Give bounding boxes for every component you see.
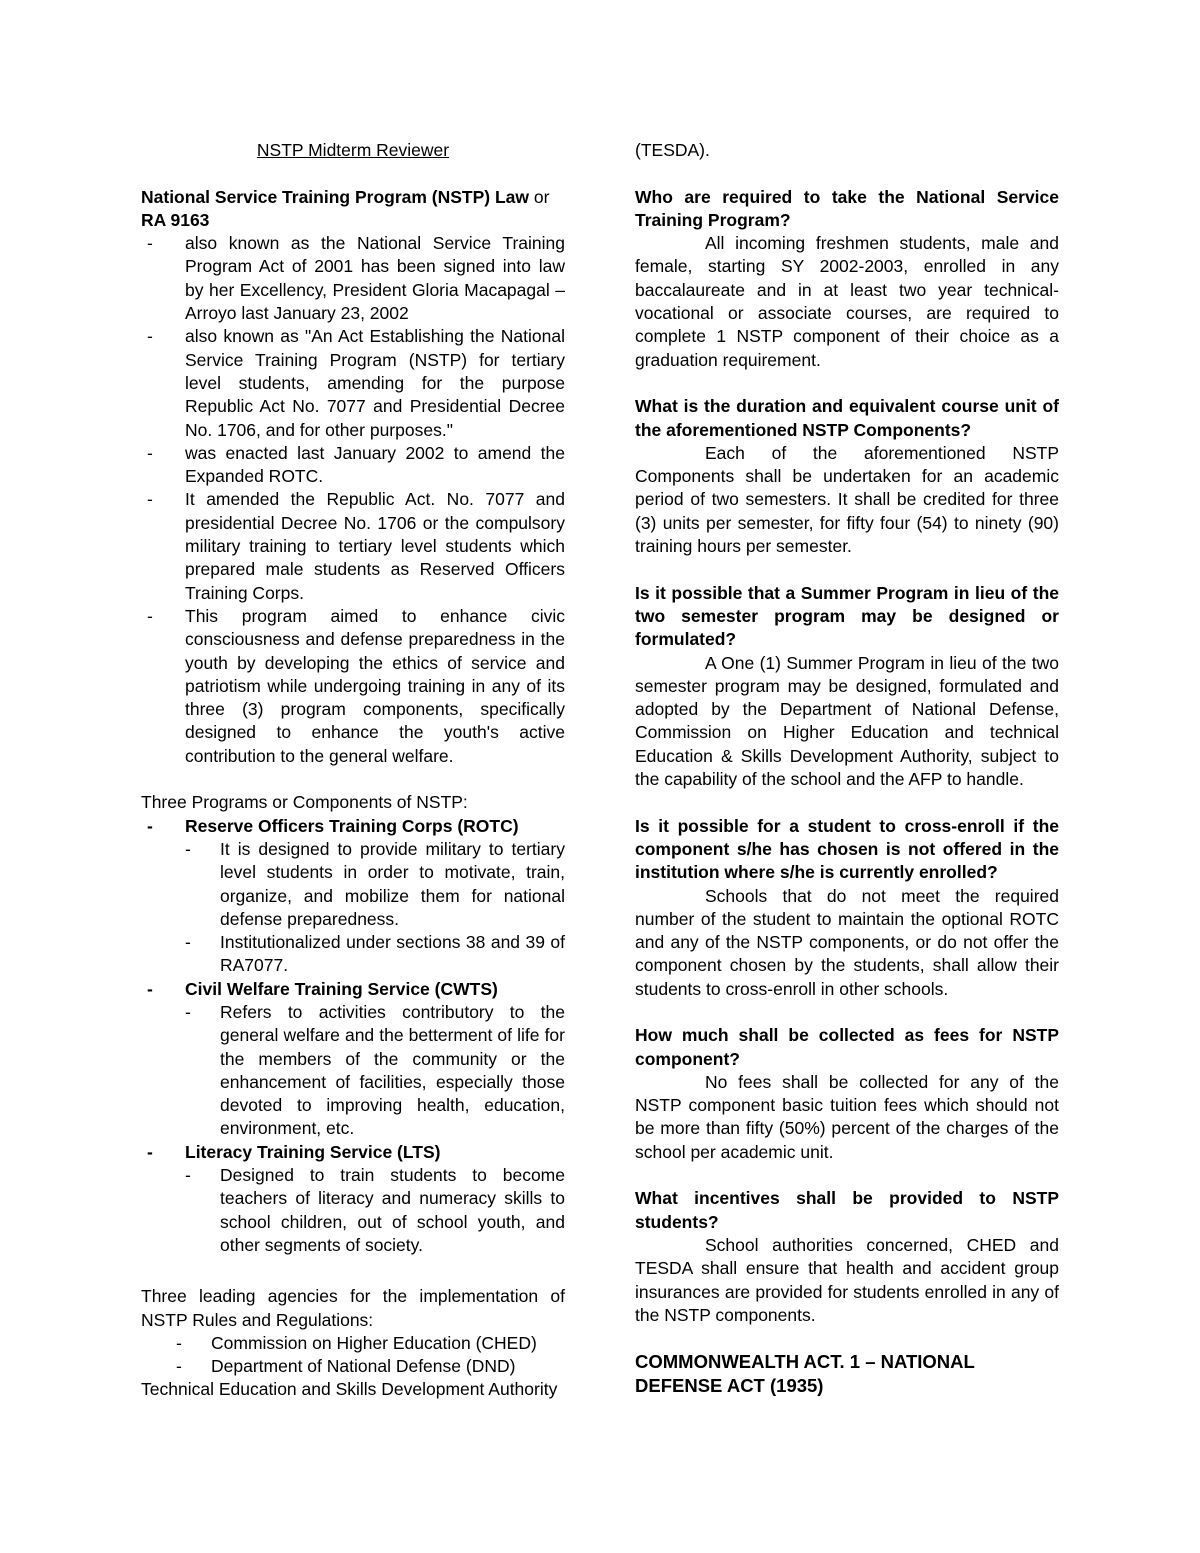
law-bullet: - also known as "An Act Establishing the National Service Training Program (NSTP) for tertiary level students, amending for the purpose Republic Act No. 7077 and Presidential Decree No. 1706, and for other purposes." [147,326,565,440]
component-item: - Refers to activities contributory to the general welfare and the betterment of life for the members of the community or the enhancement of facilities, especially those devoted to improving health, education, environment, etc. [185,1001,565,1139]
question: What incentives shall be provided to NSTP students? [635,1188,1059,1232]
question: Is it possible that a Summer Program in lieu of the two semester program may be designed or formulated? [635,582,1059,650]
answer: Schools that do not meet the required number of the student to maintain the optional ROTC and any of the NSTP components, or do not offer the component chosen by the students, shall allow their students to cross-enroll in other schools. [635,885,1059,999]
agency-item: - Commission on Higher Education (CHED) [176,1332,537,1353]
component-item: - Institutionalized under sections 38 and 39 of RA7077. [185,932,565,976]
answer: No fees shall be collected for any of the NSTP component basic tuition fees which should not be more than fifty (50%) percent of the charges of the school per academic unit. [635,1071,1059,1162]
law-bullet: - also known as the National Service Training Program Act of 2001 has been signed into law by her Excellency, President Gloria Macapagal – Arroyo last January 23, 2002 [147,233,565,324]
agency-item: - Department of National Defense (DND) [176,1356,516,1377]
law-bullet: - This program aimed to enhance civic consciousness and defense preparedness in the youth by developing the ethics of service and patriotism while undergoing training in any of its three (3) program components, specifically designed to enhance the youth's active contribution to the general welfare. [147,605,565,766]
components-intro: Three Programs or Components of NSTP: [141,792,468,813]
question: Who are required to take the National Service Training Program? [635,186,1059,230]
law-heading-bold: National Service Training Program (NSTP) Law [141,186,530,207]
component-cwts: - Civil Welfare Training Service (CWTS) [147,978,498,999]
component-rotc: - Reserve Officers Training Corps (ROTC) [147,815,519,836]
left-column [141,139,565,1402]
question: What is the duration and equivalent course unit of the aforementioned NSTP Components? [635,396,1059,440]
final-heading: COMMONWEALTH ACT. 1 – NATIONAL DEFENSE ACT (1935) [635,1351,975,1397]
law-bullet: - It amended the Republic Act. No. 7077 and presidential Decree No. 1706 or the compulsory military training to tertiary level students which prepared male students as Reserved Officers Training Corps. [147,489,565,603]
law-bullet: - was enacted last January 2002 to amend the Expanded ROTC. [147,442,565,487]
page-title: NSTP Midterm Reviewer [256,140,450,160]
agency-tail: Technical Education and Skills Development Authority [141,1379,558,1400]
answer: A One (1) Summer Program in lieu of the two semester program may be designed, formulated and adopted by the Department of National Defense, Commission on Higher Education and technical Education & Skills Development Authority, subject to the capability of the school and the AFP to handle. [635,652,1059,790]
law-heading [141,186,565,233]
component-lts: - Literacy Training Service (LTS) [147,1141,441,1162]
answer: All incoming freshmen students, male and female, starting SY 2002-2003, enrolled in any baccalaureate and in at least two year technical-vocational or associate courses, are required to complete 1 NSTP component of their choice as a graduation requirement. [635,233,1059,370]
continuation-text: (TESDA). [635,140,710,160]
right-column [635,139,1059,1398]
law-heading-ra: RA 9163 [141,209,210,230]
component-item: - Designed to train students to become teachers of literacy and numeracy skills to school children, out of school youth, and other segments of society. [185,1165,565,1255]
law-heading-or: or [533,186,550,207]
component-item: - It is designed to provide military to tertiary level students in order to motivate, train, organize, and mobilize them for national defense preparedness. [185,838,565,929]
answer: School authorities concerned, CHED and TESDA shall ensure that health and accident group insurances are provided for students enrolled in any of the NSTP components. [635,1234,1059,1325]
question: Is it possible for a student to cross-enroll if the component s/he has chosen is not offered in the institution where s/he is currently enrolled? [635,815,1059,883]
question: How much shall be collected as fees for NSTP component? [635,1025,1059,1069]
agencies-intro: Three leading agencies for the implementation of NSTP Rules and Regulations: [141,1286,565,1330]
answer: Each of the aforementioned NSTP Components shall be undertaken for an academic period of two semesters. It shall be credited for three (3) units per semester, for fifty four (54) to ninety (90) training hours per semester. [635,442,1059,557]
